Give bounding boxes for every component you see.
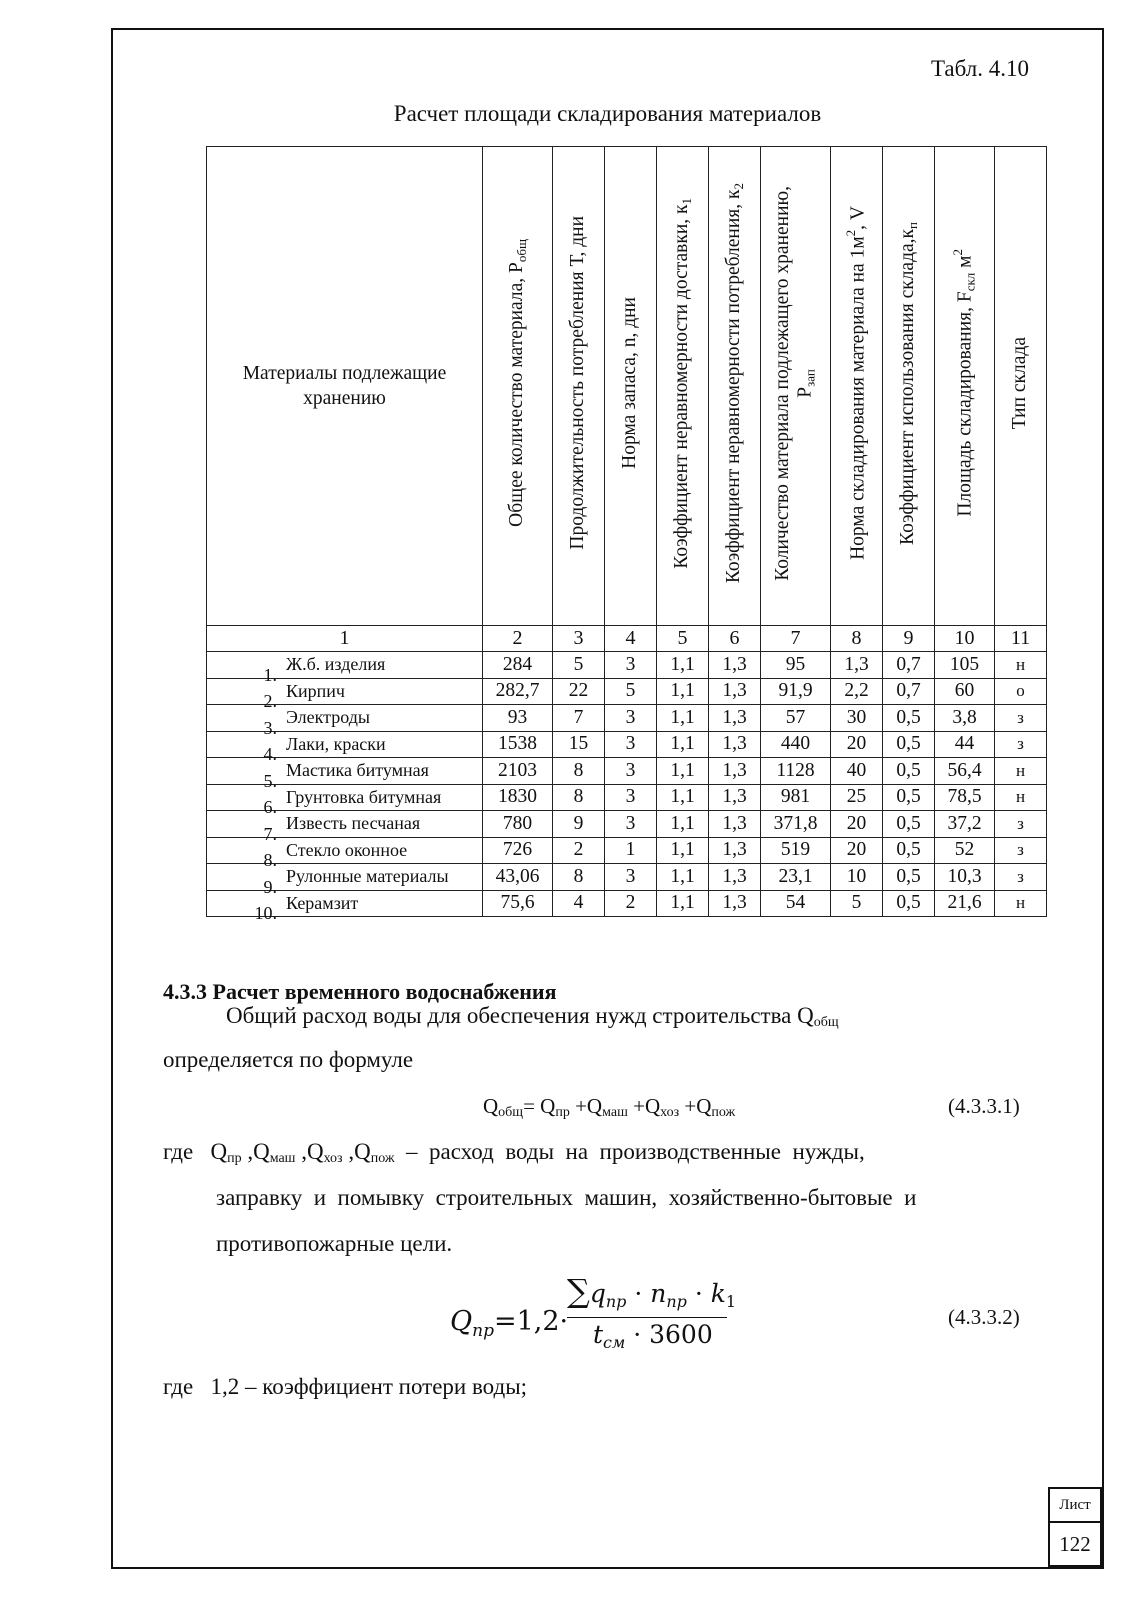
cell-c4: 2 [605,890,657,917]
cell-c8: 20 [831,731,883,758]
cell-c10: 52 [935,837,995,864]
cell-c5: 1,1 [657,784,709,811]
cell-c11: н [995,758,1047,785]
cell-c2: 284 [483,652,553,679]
cell-c4: 3 [605,652,657,679]
cell-c11: з [995,705,1047,732]
table-row [207,837,1047,864]
row-number: 10. [254,903,277,924]
cell-c10: 56,4 [935,758,995,785]
cell-c10: 60 [935,678,995,705]
row-number: 3. [263,717,277,738]
cell-c2: 282,7 [483,678,553,705]
row-number: 2. [263,691,277,712]
cell-c3: 2 [553,837,605,864]
table-reference: Табл. 4.10 [930,56,1029,81]
fraction-bar [567,1317,727,1318]
cell-c5: 1,1 [657,731,709,758]
where-line: противопожарные цели. [216,1231,453,1256]
cell-c8: 25 [831,784,883,811]
cell-c11: н [995,890,1047,917]
cell-c4: 5 [605,678,657,705]
cell-c6: 1,3 [709,864,761,891]
cell-c7: 1128 [761,758,831,785]
cell-c4: 1 [605,837,657,864]
cell-c5: 1,1 [657,837,709,864]
material-name: Керамзит [286,892,359,913]
table-row [207,890,1047,917]
cell-c10: 37,2 [935,811,995,838]
material-name: Стекло оконное [286,839,408,860]
table-row [207,705,1047,732]
header-stored-quantity: Количество материала подлежащего хранению, $Р_{зап}$ [761,147,831,626]
cell-c7: 519 [761,837,831,864]
col-number: 10 [935,626,995,652]
material-name: Лаки, краски [286,733,386,754]
header-stock-norm: Норма запаса, n, дни [605,147,657,626]
material-name-cell [207,784,483,818]
table-row [207,864,1047,891]
sheet-label: Лист [1050,1489,1100,1523]
cell-c5: 1,1 [657,811,709,838]
paragraph-line: определяется по формуле [163,1047,414,1072]
cell-c7: 54 [761,890,831,917]
cell-c6: 1,3 [709,705,761,732]
header-row [207,147,1047,626]
cell-c6: 1,3 [709,731,761,758]
col-number: 8 [831,626,883,652]
cell-c11: з [995,837,1047,864]
cell-c8: 30 [831,705,883,732]
cell-c5: 1,1 [657,652,709,679]
cell-c2: 93 [483,705,553,732]
where-line: заправку и помывку строительных машин, хозяйственно-бытовые и [216,1185,917,1210]
cell-c2: 1538 [483,731,553,758]
cell-c11: з [995,731,1047,758]
material-name-cell [207,837,483,871]
cell-c8: 40 [831,758,883,785]
cell-c2: 2103 [483,758,553,785]
material-name-cell [207,652,483,685]
col-number: 7 [761,626,831,652]
cell-c10: 44 [935,731,995,758]
cell-c8: 2,2 [831,678,883,705]
row-number: 8. [263,850,277,871]
cell-c3: 8 [553,864,605,891]
cell-c6: 1,3 [709,758,761,785]
cell-c9: 0,5 [883,784,935,811]
cell-c3: 9 [553,811,605,838]
cell-c5: 1,1 [657,890,709,917]
row-number: 4. [263,744,277,765]
paragraph-line: Общий расход воды для обеспечения нужд строительства $Q_{общ}$ [226,1003,839,1030]
cell-c6: 1,3 [709,784,761,811]
cell-c3: 8 [553,758,605,785]
material-name: Кирпич [286,680,345,701]
cell-c9: 0,5 [883,811,935,838]
cell-c7: 371,8 [761,811,831,838]
cell-c11: н [995,652,1047,679]
material-name-cell [207,864,483,897]
header-usage-coef: Коэффициент использования $склада,к_п$ [883,147,935,626]
cell-c10: 3,8 [935,705,995,732]
table-row [207,652,1047,679]
cell-c10: 21,6 [935,890,995,917]
page-number: 122 [1059,1532,1091,1556]
cell-c6: 1,3 [709,890,761,917]
cell-c9: 0,5 [883,705,935,732]
header-total-quantity: Общее количество материала, $Р_{общ}$ [483,147,553,626]
cell-c5: 1,1 [657,864,709,891]
formula-4-3-3-1: $Q_{общ}= Q_{пр} +Q_{маш} +Q_{хоз} +Q_{пож}$ [483,1094,736,1120]
table-row [207,811,1047,838]
col-number: 4 [605,626,657,652]
material-name-cell [207,758,483,791]
header-warehouse-type: Тип склада [995,147,1047,626]
section-title: 4.3.3 Расчет временного водоснабжения [163,979,557,1004]
cell-c8: 1,3 [831,652,883,679]
row-number: 7. [263,823,277,844]
cell-c5: 1,1 [657,758,709,785]
cell-c2: 726 [483,837,553,864]
cell-c6: 1,3 [709,811,761,838]
table-row [207,678,1047,705]
cell-c7: 440 [761,731,831,758]
cell-c4: 3 [605,864,657,891]
cell-c8: 5 [831,890,883,917]
cell-c3: 5 [553,652,605,679]
table-caption: Расчет площади складирования материалов [393,101,822,126]
material-name: Ж.б. изделия [286,654,386,674]
cell-c4: 3 [605,705,657,732]
cell-c4: 3 [605,784,657,811]
cell-c11: о [995,678,1047,705]
material-name-cell [207,705,483,738]
col-number: 5 [657,626,709,652]
cell-c5: 1,1 [657,705,709,732]
cell-c9: 0,5 [883,890,935,917]
column-number-row [207,626,1047,652]
cell-c2: 1830 [483,784,553,811]
formula-number: (4.3.3.2) [948,1305,1020,1329]
cell-c9: 0,5 [883,837,935,864]
material-name: Рулонные материалы [286,866,449,886]
col-number: 6 [709,626,761,652]
cell-c9: 0,5 [883,758,935,785]
cell-c11: з [995,811,1047,838]
where-line: где 1,2 – коэффициент потери воды; [163,1374,528,1399]
materials-table [206,146,1047,924]
material-name: Известь песчаная [286,813,421,833]
cell-c8: 20 [831,811,883,838]
cell-c3: 7 [553,705,605,732]
cell-c8: 10 [831,864,883,891]
material-name: Электроды [286,707,370,727]
cell-c9: 0,5 [883,864,935,891]
col-number: 1 [207,626,483,652]
cell-c6: 1,3 [709,678,761,705]
cell-c2: 43,06 [483,864,553,891]
where-line: где $Q_{пр}$ $,Q_{маш}$ $,Q_{хоз}$ $,Q_{пож}$ – расход воды на производственные нужды, [163,1139,865,1166]
cell-c3: 22 [553,678,605,705]
col-number: 9 [883,626,935,652]
material-name-cell [207,731,483,765]
cell-c10: 10,3 [935,864,995,891]
cell-c7: 91,9 [761,678,831,705]
sheet-stamp [1048,1487,1102,1567]
row-number: 1. [263,664,277,685]
cell-c2: 780 [483,811,553,838]
material-name: Грунтовка битумная [286,786,442,807]
cell-c7: 95 [761,652,831,679]
cell-c8: 20 [831,837,883,864]
cell-c9: 0,7 [883,678,935,705]
cell-c2: 75,6 [483,890,553,917]
cell-c3: 4 [553,890,605,917]
col-number: 3 [553,626,605,652]
material-name-cell [207,678,483,712]
cell-c7: 23,1 [761,864,831,891]
row-number: 9. [263,876,277,897]
cell-c10: 105 [935,652,995,679]
cell-c10: 78,5 [935,784,995,811]
cell-c7: 57 [761,705,831,732]
cell-c5: 1,1 [657,678,709,705]
header-storage-norm: Норма складирования материала на $1м^2$, V [831,147,883,626]
material-name: Мастика битумная [286,760,429,780]
cell-c9: 0,5 [883,731,935,758]
header-delivery-coef: Коэффициент неравномерности доставки, $к_1$ [657,147,709,626]
header-consumption-coef: Коэффициент неравномерности потребления, $к_2$ [709,147,761,626]
col-number: 2 [483,626,553,652]
cell-c7: 981 [761,784,831,811]
cell-c9: 0,7 [883,652,935,679]
cell-c6: 1,3 [709,837,761,864]
material-name-cell [207,890,483,924]
cell-c4: 3 [605,731,657,758]
table-row [207,758,1047,785]
col-number: 11 [995,626,1047,652]
table-row [207,731,1047,758]
cell-c3: 15 [553,731,605,758]
cell-c11: н [995,784,1047,811]
table-row [207,784,1047,811]
formula-number: (4.3.3.1) [948,1094,1020,1118]
material-name-cell [207,811,483,844]
header-duration: Продолжительность потребления Т, дни [553,147,605,626]
cell-c3: 8 [553,784,605,811]
row-number: 6. [263,797,277,818]
cell-c6: 1,3 [709,652,761,679]
header-materials: Материалы подлежащие хранению [207,147,483,626]
cell-c4: 3 [605,811,657,838]
row-number: 5. [263,770,277,791]
cell-c11: з [995,864,1047,891]
header-storage-area: Площадь складирования, $F_{скл}$ $м^2$ [935,147,995,626]
cell-c4: 3 [605,758,657,785]
